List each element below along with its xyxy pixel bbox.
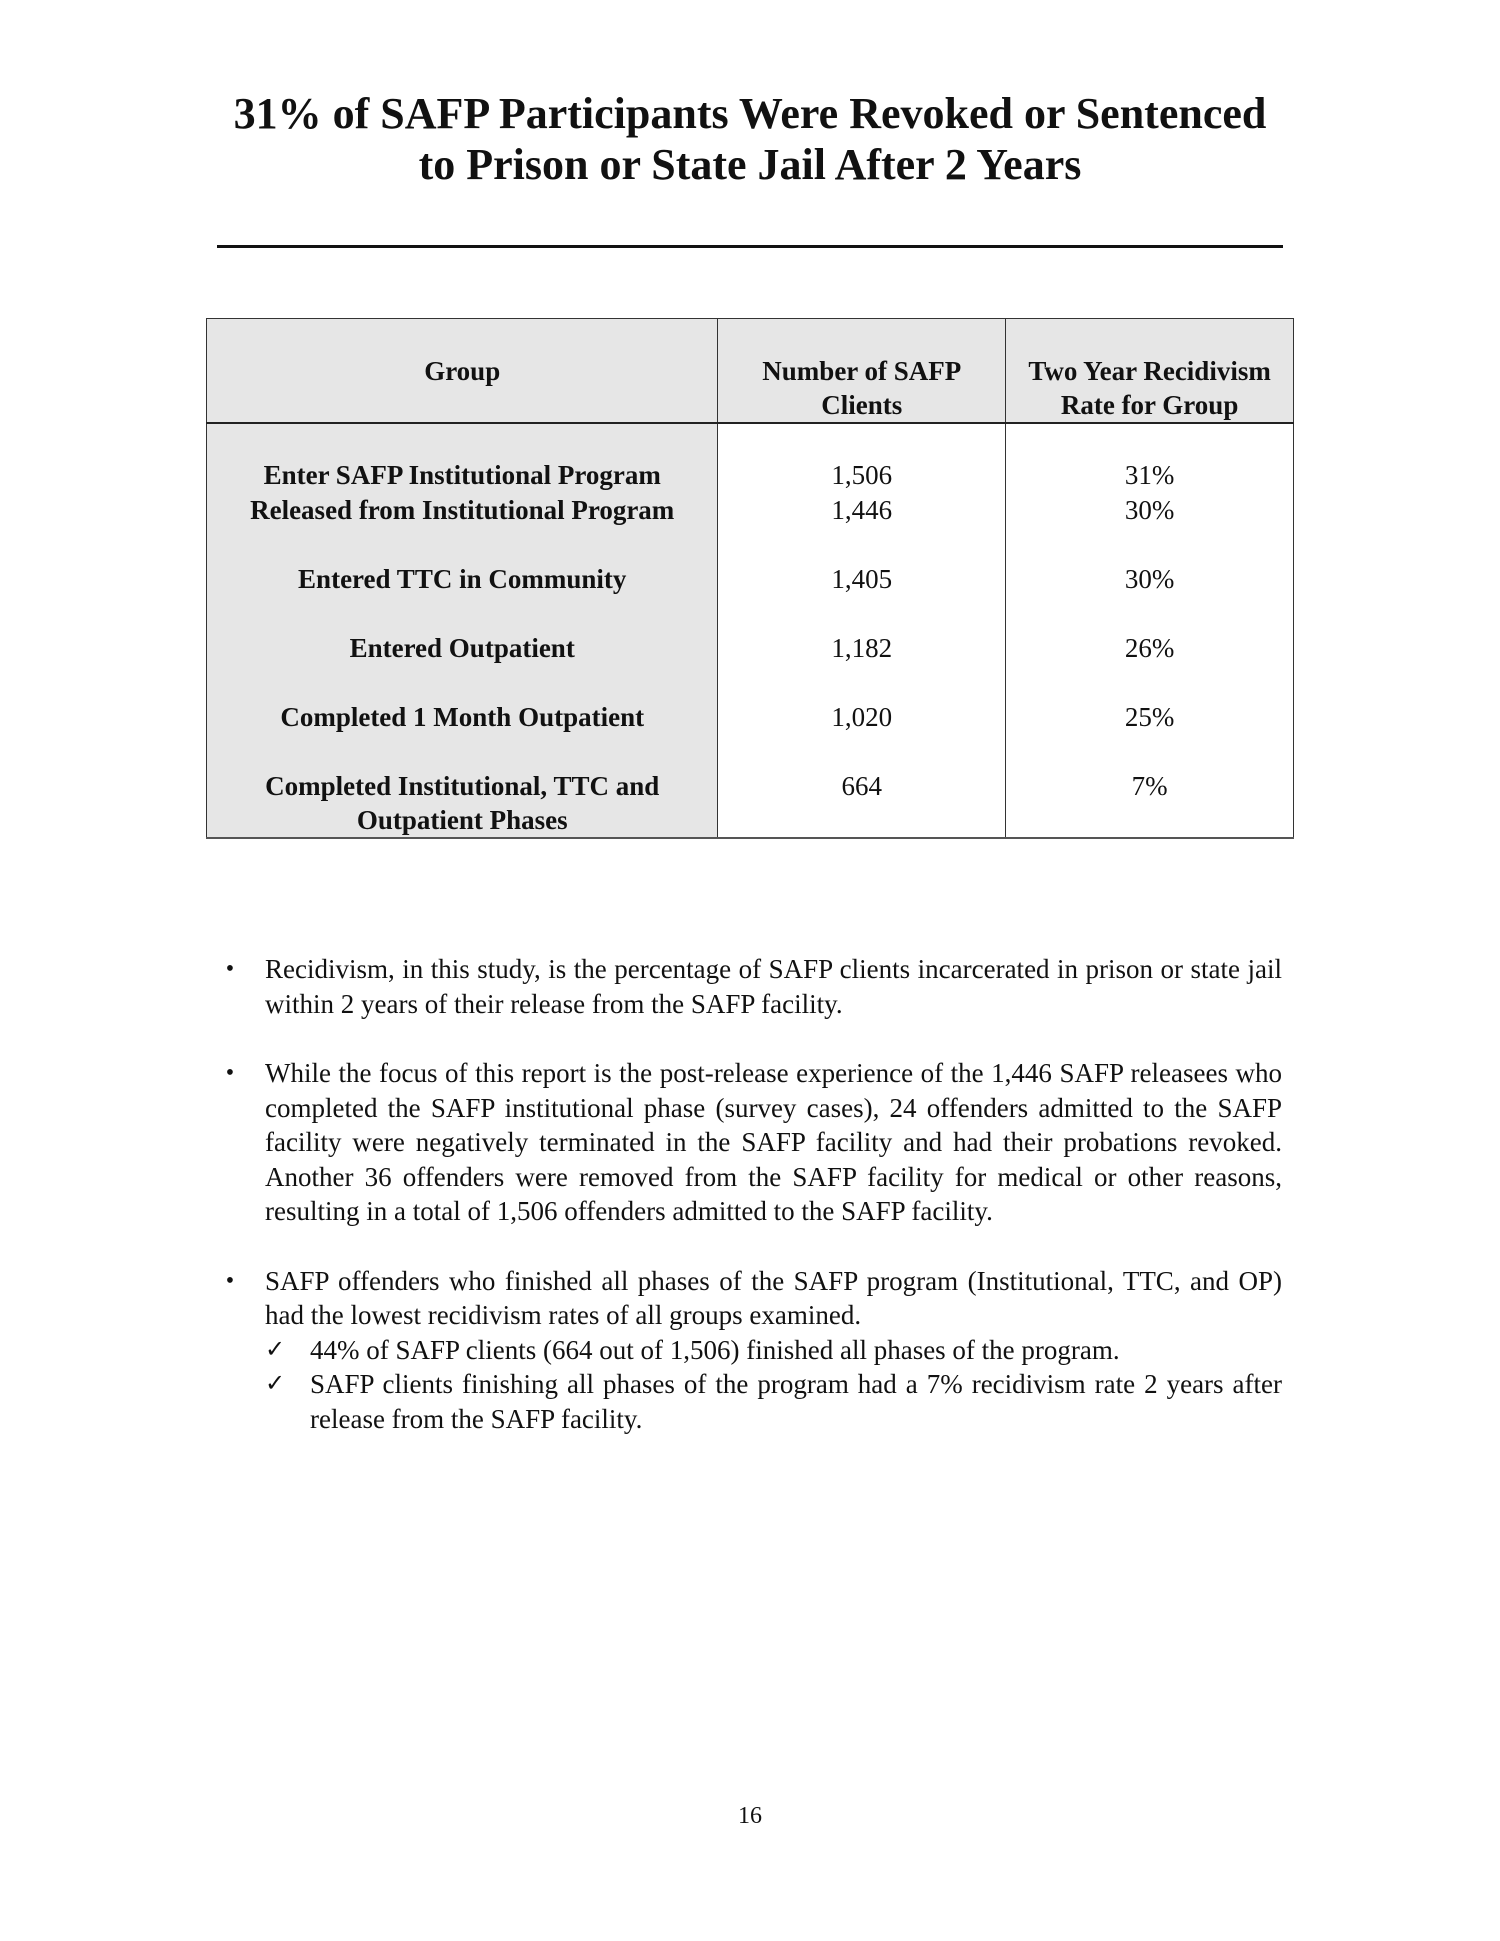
- page-title-line-2: to Prison or State Jail After 2 Years: [418, 140, 1082, 189]
- bullet-icon: •: [225, 956, 235, 982]
- row-group: Completed 1 Month Outpatient: [207, 700, 718, 769]
- recidivism-table: [206, 318, 1294, 839]
- page-number: 16: [738, 1803, 762, 1829]
- row-number: 1,405: [718, 562, 1006, 631]
- row-number: 1,506: [718, 423, 1006, 493]
- table-row: [207, 562, 1294, 631]
- table-row: [207, 769, 1294, 838]
- row-rate: 31%: [1006, 423, 1294, 493]
- header-number-of-clients: Number of SAFP Clients: [718, 319, 1006, 424]
- row-group: Completed Institutional, TTC and Outpatient Phases: [207, 769, 718, 838]
- row-group: Entered Outpatient: [207, 631, 718, 700]
- finding-item: [220, 1264, 1282, 1437]
- subpoint-text: SAFP clients finishing all phases of the program had a 7% recidivism rate 2 years after release from the SAFP facility.: [310, 1369, 1282, 1434]
- header-group: Group: [207, 319, 718, 424]
- table-row: [207, 493, 1294, 562]
- row-number: 1,446: [718, 493, 1006, 562]
- page-title-line-1: 31% of SAFP Participants Were Revoked or Sentenced: [233, 89, 1267, 138]
- row-number: 1,020: [718, 700, 1006, 769]
- finding-text: While the focus of this report is the post-release experience of the 1,446 SAFP releasees who completed the SAFP institutional phase (survey cases), 24 offenders admitted to the SAFP facility were negatively terminated in the SAFP facility and had their probations revoked. Another 36 offenders were removed from the SAFP facility for medical or other reasons, resulting in a total of 1,506 offenders admitted to the SAFP facility.: [265, 1058, 1282, 1226]
- table-row: [207, 700, 1294, 769]
- table-row: [207, 631, 1294, 700]
- finding-text: SAFP offenders who finished all phases of the SAFP program (Institutional, TTC, and OP) had the lowest recidivism rates of all groups examined.: [265, 1265, 1282, 1330]
- table-row: [207, 423, 1294, 493]
- finding-subpoints: [265, 1333, 1282, 1437]
- page-title: [200, 88, 1300, 190]
- row-group: Released from Institutional Program: [207, 493, 718, 562]
- row-rate: 7%: [1006, 769, 1294, 838]
- header-recidivism-rate: Two Year Recidivism Rate for Group: [1006, 319, 1294, 424]
- row-rate: 25%: [1006, 700, 1294, 769]
- title-divider: [217, 245, 1283, 248]
- row-rate: 30%: [1006, 493, 1294, 562]
- bullet-icon: •: [225, 1060, 235, 1086]
- row-rate: 26%: [1006, 631, 1294, 700]
- checkmark-icon: ✓: [265, 1371, 286, 1397]
- subpoint-item: [265, 1367, 1282, 1436]
- subpoint-item: [265, 1333, 1282, 1368]
- finding-text: Recidivism, in this study, is the percentage of SAFP clients incarcerated in prison or state jail within 2 years of their release from the SAFP facility.: [265, 954, 1282, 1019]
- row-rate: 30%: [1006, 562, 1294, 631]
- row-number: 664: [718, 769, 1006, 838]
- subpoint-text: 44% of SAFP clients (664 out of 1,506) finished all phases of the program.: [310, 1334, 1120, 1365]
- checkmark-icon: ✓: [265, 1336, 286, 1363]
- finding-item: [220, 952, 1282, 1021]
- bullet-icon: •: [225, 1267, 235, 1294]
- table-header-row: [207, 319, 1294, 424]
- row-group: Enter SAFP Institutional Program: [207, 423, 718, 493]
- row-number: 1,182: [718, 631, 1006, 700]
- row-group: Entered TTC in Community: [207, 562, 718, 631]
- finding-item: [220, 1056, 1282, 1229]
- findings-list: [220, 952, 1282, 1471]
